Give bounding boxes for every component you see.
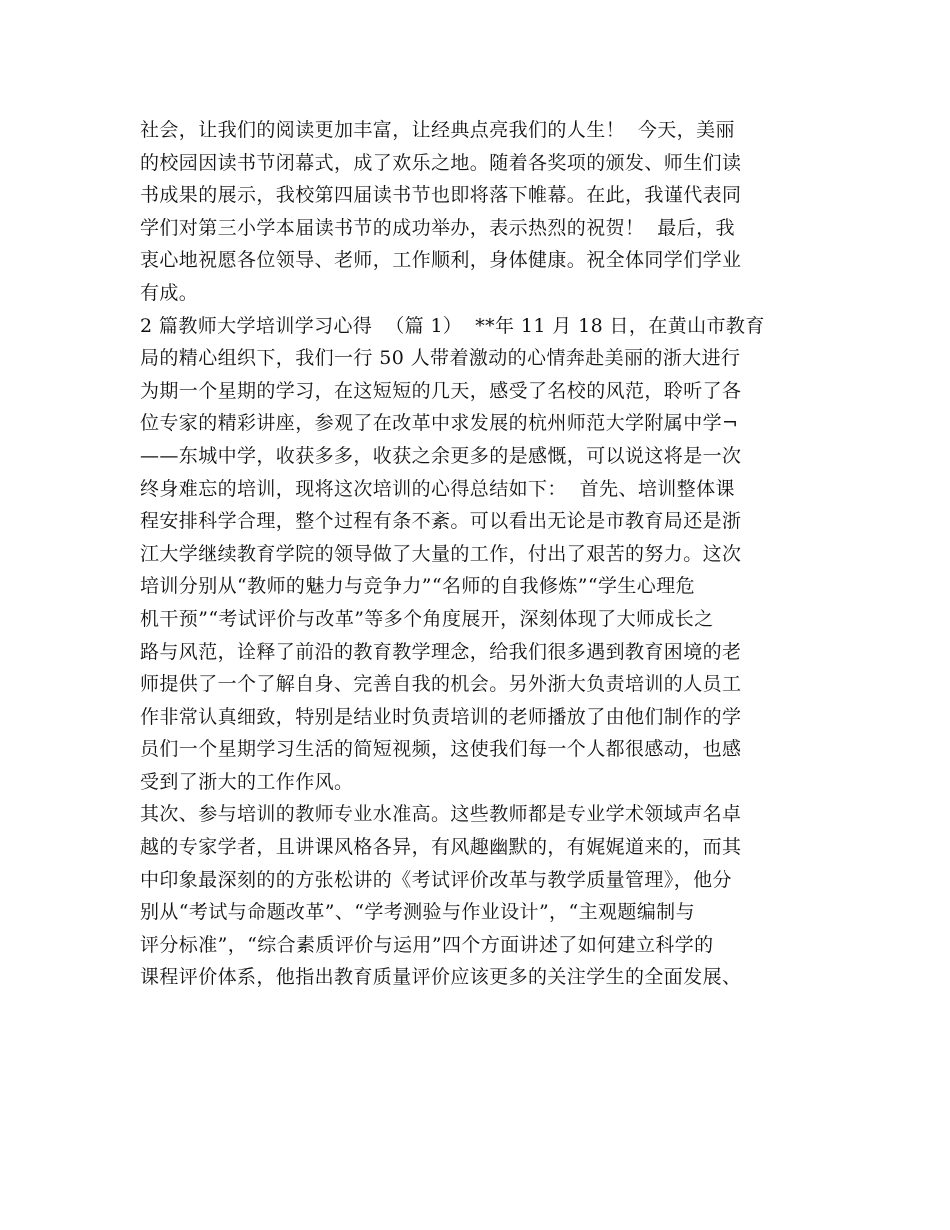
text-line: 社会，让我们的阅读更加丰富，让经典点亮我们的人生！ 今天，美丽 <box>140 119 735 141</box>
text-line: 员们一个星期学习生活的简短视频，这使我们每一个人都很感动，也感 <box>140 738 742 761</box>
text-line: 局的精心组织下，我们一行 50 人带着激动的心情奔赴美丽的浙大进行 <box>140 347 741 370</box>
text-line: 师提供了一个了解自身、完善自我的机会。另外浙大负责培训的人员工 <box>140 673 742 696</box>
text-line: 书成果的展示，我校第四届读书节也即将落下帷幕。在此，我谨代表同 <box>140 184 742 207</box>
document-body <box>140 114 820 994</box>
text-line: ——东城中学，收获多多，收获之余更多的是感慨，可以说这将是一次 <box>140 444 742 467</box>
text-line: 程安排科学合理，整个过程有条不紊。可以看出无论是市教育局还是浙 <box>140 510 742 533</box>
text-line: 路与风范，诠释了前沿的教育教学理念，给我们很多遇到教育困境的老 <box>140 640 742 663</box>
text-line: 2 篇教师大学培训学习心得 （篇 1） **年 11 月 18 日，在黄山市教育 <box>140 314 765 337</box>
text-line: 位专家的精彩讲座，参观了在改革中求发展的杭州师范大学附属中学¬ <box>140 412 739 435</box>
text-line: 评分标准”，“综合素质评价与运用”四个方面讲述了如何建立科学的 <box>140 933 714 956</box>
text-line: 其次、参与培训的教师专业水准高。这些教师都是专业学术领域声名卓 <box>140 803 742 826</box>
text-line: 终身难忘的培训，现将这次培训的心得总结如下： 首先、培训整体课 <box>140 477 735 500</box>
text-line: 江大学继续教育学院的领导做了大量的工作，付出了艰苦的努力。这次 <box>140 542 742 565</box>
text-line: 别从“考试与命题改革”、“学考测验与作业设计”，“主观题编制与 <box>140 901 695 924</box>
text-line: 课程评价体系，他指出教育质量评价应该更多的关注学生的全面发展、 <box>140 966 742 989</box>
text-line: 学们对第三小学本届读书节的成功举办，表示热烈的祝贺！ 最后，我 <box>140 216 735 239</box>
text-line: 作非常认真细致，特别是结业时负责培训的老师播放了由他们制作的学 <box>140 705 742 728</box>
text-line: 有成。 <box>140 281 199 304</box>
text-line: 受到了浙大的工作作风。 <box>140 770 354 793</box>
text-line: 机干预”“考试评价与改革”等多个角度展开，深刻体现了大师成长之 <box>140 607 714 630</box>
text-line: 中印象最深刻的的方张松讲的《考试评价改革与教学质量管理》，他分 <box>140 868 732 891</box>
text-line: 的校园因读书节闭幕式，成了欢乐之地。随着各奖项的颁发、师生们读 <box>140 151 742 174</box>
text-line: 培训分别从“教师的魅力与竞争力”“名师的自我修炼”“学生心理危 <box>140 575 695 598</box>
text-line: 衷心地祝愿各位领导、老师，工作顺利，身体健康。祝全体同学们学业 <box>140 249 742 272</box>
text-line: 越的专家学者，且讲课风格各异，有风趣幽默的，有娓娓道来的，而其 <box>140 836 742 859</box>
text-line: 为期一个星期的学习，在这短短的几天，感受了名校的风范，聆听了各 <box>140 379 742 402</box>
